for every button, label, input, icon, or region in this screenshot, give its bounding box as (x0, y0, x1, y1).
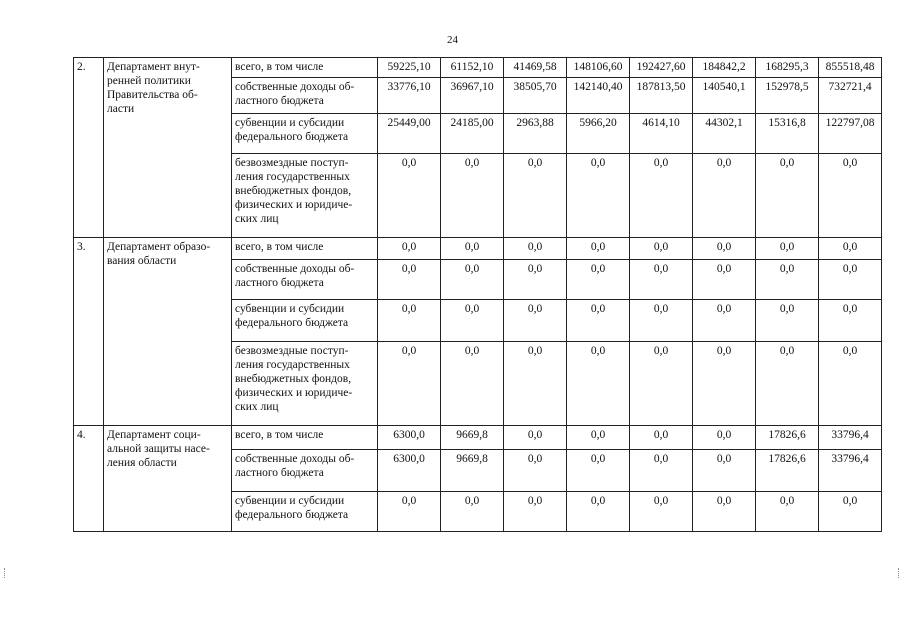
amount-cell: 0,0 (441, 154, 504, 238)
amount-cell: 184842,2 (693, 58, 756, 78)
budget-table-body (74, 58, 882, 532)
amount-cell: 0,0 (693, 300, 756, 342)
amount-cell: 0,0 (378, 300, 441, 342)
funding-category: собственные доходы об- ластного бюджета (232, 78, 378, 114)
funding-category: собственные доходы об- ластного бюджета (232, 450, 378, 492)
amount-cell: 0,0 (378, 238, 441, 260)
page-number: 24 (447, 34, 458, 46)
amount-cell: 0,0 (819, 260, 882, 300)
funding-category: собственные доходы об- ластного бюджета (232, 260, 378, 300)
amount-cell: 61152,10 (441, 58, 504, 78)
amount-cell: 0,0 (378, 342, 441, 426)
amount-cell: 0,0 (756, 492, 819, 532)
amount-cell: 0,0 (756, 154, 819, 238)
amount-cell: 0,0 (756, 300, 819, 342)
amount-cell: 36967,10 (441, 78, 504, 114)
amount-cell: 0,0 (693, 238, 756, 260)
funding-category: субвенции и субсидии федерального бюджета (232, 300, 378, 342)
amount-cell: 0,0 (567, 260, 630, 300)
amount-cell: 168295,3 (756, 58, 819, 78)
funding-category: всего, в том числе (232, 58, 378, 78)
amount-cell: 44302,1 (693, 114, 756, 154)
amount-cell: 0,0 (567, 154, 630, 238)
department-name: Департамент внут- ренней политики Правительства об- ласти (104, 58, 232, 238)
amount-cell: 192427,60 (630, 58, 693, 78)
amount-cell: 855518,48 (819, 58, 882, 78)
table-row (74, 238, 882, 260)
amount-cell: 0,0 (630, 154, 693, 238)
amount-cell: 0,0 (693, 450, 756, 492)
amount-cell: 17826,6 (756, 450, 819, 492)
amount-cell: 0,0 (693, 342, 756, 426)
amount-cell: 38505,70 (504, 78, 567, 114)
department-name: Департамент образо- вания области (104, 238, 232, 426)
funding-category: всего, в том числе (232, 426, 378, 450)
amount-cell: 0,0 (504, 260, 567, 300)
amount-cell: 0,0 (630, 300, 693, 342)
funding-category: всего, в том числе (232, 238, 378, 260)
amount-cell: 0,0 (630, 342, 693, 426)
amount-cell: 33776,10 (378, 78, 441, 114)
amount-cell: 0,0 (441, 300, 504, 342)
funding-category: безвозмездные поступ- ления государственных внебюджетных фондов, физических и юридиче- ских лиц (232, 154, 378, 238)
amount-cell: 0,0 (441, 492, 504, 532)
amount-cell: 6300,0 (378, 450, 441, 492)
amount-cell: 0,0 (504, 238, 567, 260)
amount-cell: 0,0 (693, 260, 756, 300)
funding-category: безвозмездные поступ- ления государственных внебюджетных фондов, физических и юридиче- ских лиц (232, 342, 378, 426)
amount-cell: 0,0 (630, 492, 693, 532)
amount-cell: 0,0 (567, 238, 630, 260)
amount-cell: 0,0 (378, 492, 441, 532)
amount-cell: 0,0 (819, 342, 882, 426)
amount-cell: 0,0 (504, 300, 567, 342)
amount-cell: 0,0 (630, 450, 693, 492)
amount-cell: 0,0 (567, 426, 630, 450)
amount-cell: 24185,00 (441, 114, 504, 154)
amount-cell: 140540,1 (693, 78, 756, 114)
amount-cell: 0,0 (819, 154, 882, 238)
table-row (74, 58, 882, 78)
amount-cell: 0,0 (504, 450, 567, 492)
amount-cell: 5966,20 (567, 114, 630, 154)
amount-cell: 0,0 (378, 260, 441, 300)
amount-cell: 152978,5 (756, 78, 819, 114)
amount-cell: 122797,08 (819, 114, 882, 154)
amount-cell: 2963,88 (504, 114, 567, 154)
amount-cell: 0,0 (567, 342, 630, 426)
scan-edge-mark (4, 568, 7, 578)
amount-cell: 0,0 (441, 260, 504, 300)
amount-cell: 0,0 (756, 260, 819, 300)
amount-cell: 732721,4 (819, 78, 882, 114)
amount-cell: 0,0 (756, 238, 819, 260)
amount-cell: 33796,4 (819, 450, 882, 492)
amount-cell: 0,0 (441, 342, 504, 426)
amount-cell: 0,0 (567, 450, 630, 492)
amount-cell: 0,0 (630, 260, 693, 300)
amount-cell: 0,0 (504, 426, 567, 450)
amount-cell: 4614,10 (630, 114, 693, 154)
amount-cell: 0,0 (567, 300, 630, 342)
funding-category: субвенции и субсидии федерального бюджета (232, 492, 378, 532)
section-index: 2. (74, 58, 104, 238)
amount-cell: 0,0 (819, 492, 882, 532)
amount-cell: 0,0 (630, 238, 693, 260)
amount-cell: 0,0 (819, 238, 882, 260)
amount-cell: 0,0 (378, 154, 441, 238)
scan-edge-mark (898, 568, 901, 578)
amount-cell: 0,0 (630, 426, 693, 450)
amount-cell: 33796,4 (819, 426, 882, 450)
amount-cell: 59225,10 (378, 58, 441, 78)
table-row (74, 426, 882, 450)
amount-cell: 0,0 (693, 154, 756, 238)
amount-cell: 0,0 (567, 492, 630, 532)
amount-cell: 148106,60 (567, 58, 630, 78)
amount-cell: 15316,8 (756, 114, 819, 154)
amount-cell: 0,0 (504, 154, 567, 238)
amount-cell: 0,0 (756, 342, 819, 426)
funding-category: субвенции и субсидии федерального бюджета (232, 114, 378, 154)
amount-cell: 0,0 (819, 300, 882, 342)
department-name: Департамент соци- альной защиты насе- ления области (104, 426, 232, 532)
section-index: 4. (74, 426, 104, 532)
amount-cell: 6300,0 (378, 426, 441, 450)
amount-cell: 9669,8 (441, 426, 504, 450)
amount-cell: 9669,8 (441, 450, 504, 492)
section-index: 3. (74, 238, 104, 426)
amount-cell: 0,0 (693, 426, 756, 450)
amount-cell: 0,0 (504, 342, 567, 426)
amount-cell: 0,0 (441, 238, 504, 260)
budget-table (73, 57, 882, 532)
amount-cell: 187813,50 (630, 78, 693, 114)
amount-cell: 41469,58 (504, 58, 567, 78)
amount-cell: 17826,6 (756, 426, 819, 450)
amount-cell: 142140,40 (567, 78, 630, 114)
amount-cell: 0,0 (504, 492, 567, 532)
amount-cell: 25449,00 (378, 114, 441, 154)
amount-cell: 0,0 (693, 492, 756, 532)
